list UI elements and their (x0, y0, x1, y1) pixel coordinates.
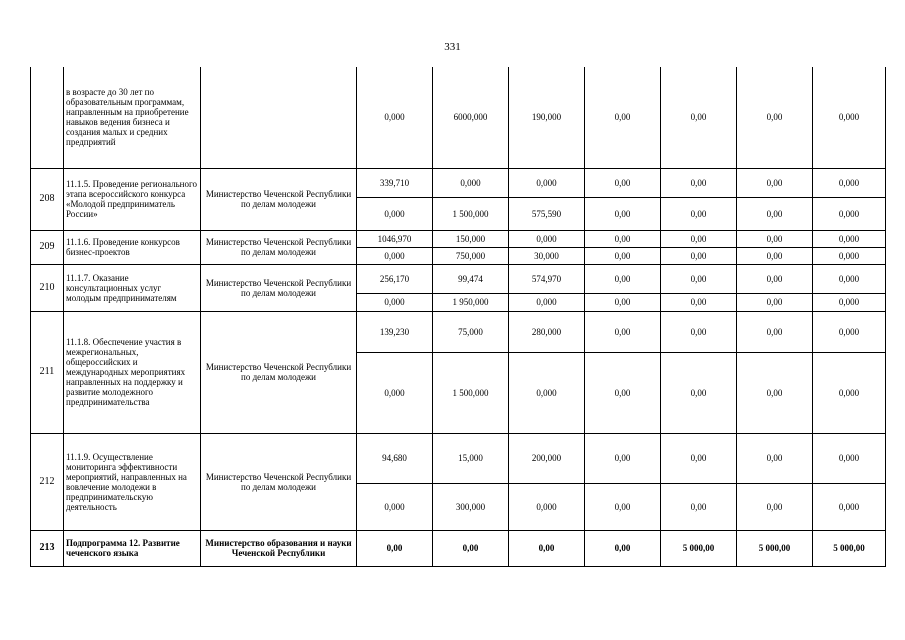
amount-cell: 30,000 (509, 247, 585, 264)
amount-cell: 0,00 (661, 433, 737, 483)
amount-cell: 0,00 (737, 433, 813, 483)
amount-cell: 0,00 (661, 483, 737, 530)
amount-cell: 0,000 (509, 293, 585, 311)
amount-cell: 0,000 (509, 168, 585, 197)
amount-cell: 139,230 (357, 311, 433, 352)
responsible-org: Министерство Чеченской Республики по делам молодежи (201, 433, 357, 530)
amount-cell: 0,000 (813, 433, 886, 483)
activity-name: 11.1.5. Проведение регионального этапа всероссийского конкурса «Молодой предприниматель России» (64, 168, 201, 230)
amount-cell: 0,000 (813, 293, 886, 311)
amount-cell: 0,00 (585, 433, 661, 483)
amount-cell: 0,000 (813, 352, 886, 433)
amount-cell: 5 000,00 (737, 530, 813, 566)
amount-cell: 0,000 (357, 197, 433, 230)
amount-cell: 0,00 (737, 352, 813, 433)
row-number: 208 (31, 168, 64, 230)
row-number: 213 (31, 530, 64, 566)
responsible-org (201, 67, 357, 168)
activity-name: Подпрограмма 12. Развитие чеченского языка (64, 530, 201, 566)
amount-cell: 0,00 (737, 168, 813, 197)
activity-name: 11.1.8. Обеспечение участия в межрегиональных, общероссийских и международных мероприятиях направленных на поддержку и развитие молодежного предпринимательства (64, 311, 201, 433)
activity-name: 11.1.9. Осуществление мониторинга эффективности мероприятий, направленных на вовлечение молодежи в предпринимательскую деятельность (64, 433, 201, 530)
table-row (31, 230, 886, 247)
amount-cell: 0,000 (813, 483, 886, 530)
amount-cell: 6000,000 (433, 67, 509, 168)
amount-cell: 0,000 (509, 230, 585, 247)
amount-cell: 339,710 (357, 168, 433, 197)
responsible-org: Министерство Чеченской Республики по делам молодежи (201, 168, 357, 230)
amount-cell: 0,00 (661, 247, 737, 264)
amount-cell: 0,00 (661, 67, 737, 168)
table-row (31, 67, 886, 168)
amount-cell: 0,000 (433, 168, 509, 197)
page-number: 331 (444, 41, 461, 53)
responsible-org: Министерство Чеченской Республики по делам молодежи (201, 264, 357, 311)
amount-cell: 0,00 (585, 264, 661, 293)
amount-cell: 0,000 (509, 483, 585, 530)
responsible-org: Министерство Чеченской Республики по делам молодежи (201, 311, 357, 433)
amount-cell: 0,00 (661, 168, 737, 197)
amount-cell: 75,000 (433, 311, 509, 352)
amount-cell: 0,00 (585, 67, 661, 168)
budget-table (30, 67, 886, 567)
amount-cell: 0,000 (813, 264, 886, 293)
amount-cell: 0,00 (737, 247, 813, 264)
amount-cell: 1 950,000 (433, 293, 509, 311)
amount-cell: 300,000 (433, 483, 509, 530)
amount-cell: 0,000 (357, 293, 433, 311)
responsible-org: Министерство Чеченской Республики по делам молодежи (201, 230, 357, 264)
table-row (31, 311, 886, 352)
amount-cell: 280,000 (509, 311, 585, 352)
amount-cell: 150,000 (433, 230, 509, 247)
amount-cell: 0,000 (813, 67, 886, 168)
amount-cell: 0,00 (585, 293, 661, 311)
amount-cell: 0,00 (737, 293, 813, 311)
amount-cell: 0,00 (585, 483, 661, 530)
amount-cell: 1 500,000 (433, 197, 509, 230)
amount-cell: 750,000 (433, 247, 509, 264)
amount-cell: 574,970 (509, 264, 585, 293)
table-row (31, 530, 886, 566)
amount-cell: 0,00 (585, 352, 661, 433)
amount-cell: 0,00 (509, 530, 585, 566)
amount-cell: 190,000 (509, 67, 585, 168)
amount-cell: 0,00 (585, 168, 661, 197)
amount-cell: 0,000 (813, 247, 886, 264)
amount-cell: 0,00 (661, 197, 737, 230)
activity-name: в возрасте до 30 лет по образовательным программам, направленным на приобретение навыков ведения бизнеса и создания малых и средних предприятий (64, 67, 201, 168)
amount-cell: 0,000 (357, 247, 433, 264)
amount-cell: 0,000 (813, 197, 886, 230)
amount-cell: 0,00 (661, 352, 737, 433)
amount-cell: 0,00 (737, 67, 813, 168)
amount-cell: 1046,970 (357, 230, 433, 247)
amount-cell: 200,000 (509, 433, 585, 483)
amount-cell: 256,170 (357, 264, 433, 293)
table-row (31, 264, 886, 293)
amount-cell: 0,00 (433, 530, 509, 566)
amount-cell: 0,00 (737, 311, 813, 352)
amount-cell: 0,00 (585, 247, 661, 264)
amount-cell: 0,00 (661, 293, 737, 311)
table-row (31, 433, 886, 483)
activity-name: 11.1.7. Оказание консультационных услуг молодым предпринимателям (64, 264, 201, 311)
amount-cell: 0,000 (357, 352, 433, 433)
row-number (31, 67, 64, 168)
amount-cell: 15,000 (433, 433, 509, 483)
amount-cell: 0,00 (737, 483, 813, 530)
amount-cell: 0,000 (357, 67, 433, 168)
amount-cell: 5 000,00 (813, 530, 886, 566)
amount-cell: 0,00 (737, 230, 813, 247)
amount-cell: 5 000,00 (661, 530, 737, 566)
amount-cell: 0,00 (585, 230, 661, 247)
amount-cell: 99,474 (433, 264, 509, 293)
amount-cell: 0,000 (813, 168, 886, 197)
amount-cell: 0,00 (661, 230, 737, 247)
row-number: 210 (31, 264, 64, 311)
amount-cell: 0,00 (585, 530, 661, 566)
amount-cell: 94,680 (357, 433, 433, 483)
amount-cell: 0,00 (661, 264, 737, 293)
amount-cell: 0,000 (813, 311, 886, 352)
amount-cell: 0,00 (737, 264, 813, 293)
responsible-org: Министерство образования и науки Чеченской Республики (201, 530, 357, 566)
row-number: 212 (31, 433, 64, 530)
row-number: 211 (31, 311, 64, 433)
amount-cell: 0,000 (357, 483, 433, 530)
amount-cell: 0,000 (509, 352, 585, 433)
amount-cell: 0,000 (813, 230, 886, 247)
amount-cell: 0,00 (737, 197, 813, 230)
amount-cell: 0,00 (585, 197, 661, 230)
amount-cell: 0,00 (357, 530, 433, 566)
amount-cell: 1 500,000 (433, 352, 509, 433)
row-number: 209 (31, 230, 64, 264)
activity-name: 11.1.6. Проведение конкурсов бизнес-проектов (64, 230, 201, 264)
amount-cell: 575,590 (509, 197, 585, 230)
amount-cell: 0,00 (661, 311, 737, 352)
table-row (31, 168, 886, 197)
amount-cell: 0,00 (585, 311, 661, 352)
